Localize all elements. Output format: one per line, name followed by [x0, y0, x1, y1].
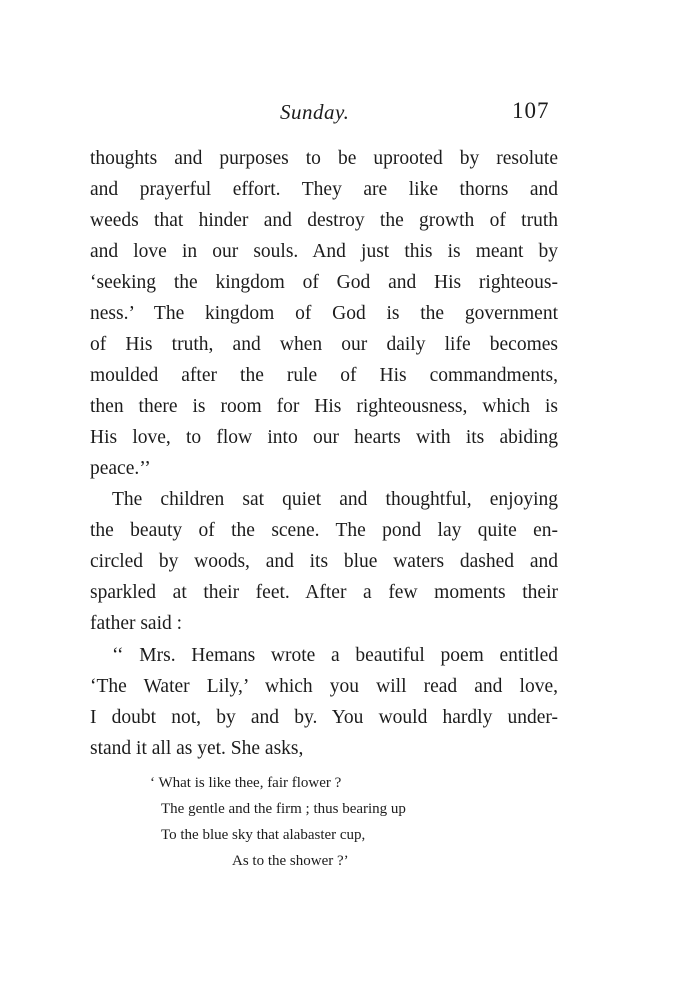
text-line: sparkled at their feet. After a few moments their [90, 582, 558, 603]
text-line: The children sat quiet and thoughtful, enjoying [112, 489, 558, 510]
poem-line: To the blue sky that alabaster cup, [161, 827, 366, 843]
text-line: His love, to flow into our hearts with its abiding [90, 427, 558, 448]
text-line: circled by woods, and its blue waters dashed and [90, 551, 558, 572]
text-line: ‘‘ Mrs. Hemans wrote a beautiful poem entitled [112, 645, 558, 666]
text-line: ness.’ The kingdom of God is the government [90, 303, 558, 324]
running-header-title: Sunday. [280, 100, 350, 124]
text-line: I doubt not, by and by. You would hardly under- [90, 707, 558, 728]
poem-line: As to the shower ?’ [232, 853, 349, 869]
text-line: thoughts and purposes to be uprooted by resolute [90, 148, 558, 169]
paragraph-3 [90, 640, 558, 764]
text-line: then there is room for His righteousness, which is [90, 396, 558, 417]
text-line: ‘seeking the kingdom of God and His righteous- [90, 272, 558, 293]
text-line: father said : [90, 613, 183, 634]
paragraph-1 [90, 143, 558, 484]
paragraph-2 [90, 484, 558, 639]
text-line: moulded after the rule of His commandments, [90, 365, 558, 386]
poem-line: ‘ What is like thee, fair flower ? [150, 775, 342, 791]
text-line: and prayerful effort. They are like thorns and [90, 179, 558, 200]
text-line: peace.’’ [90, 458, 151, 479]
text-line: ‘The Water Lily,’ which you will read and love, [90, 676, 558, 697]
text-line: of His truth, and when our daily life becomes [90, 334, 558, 355]
text-line: weeds that hinder and destroy the growth of truth [90, 210, 558, 231]
poem-stanza [150, 770, 510, 874]
page-number: 107 [512, 98, 550, 123]
text-line: stand it all as yet. She asks, [90, 738, 304, 759]
text-line: the beauty of the scene. The pond lay quite en- [90, 520, 558, 541]
text-line: and love in our souls. And just this is meant by [90, 241, 558, 262]
poem-line: The gentle and the firm ; thus bearing up [161, 801, 406, 817]
